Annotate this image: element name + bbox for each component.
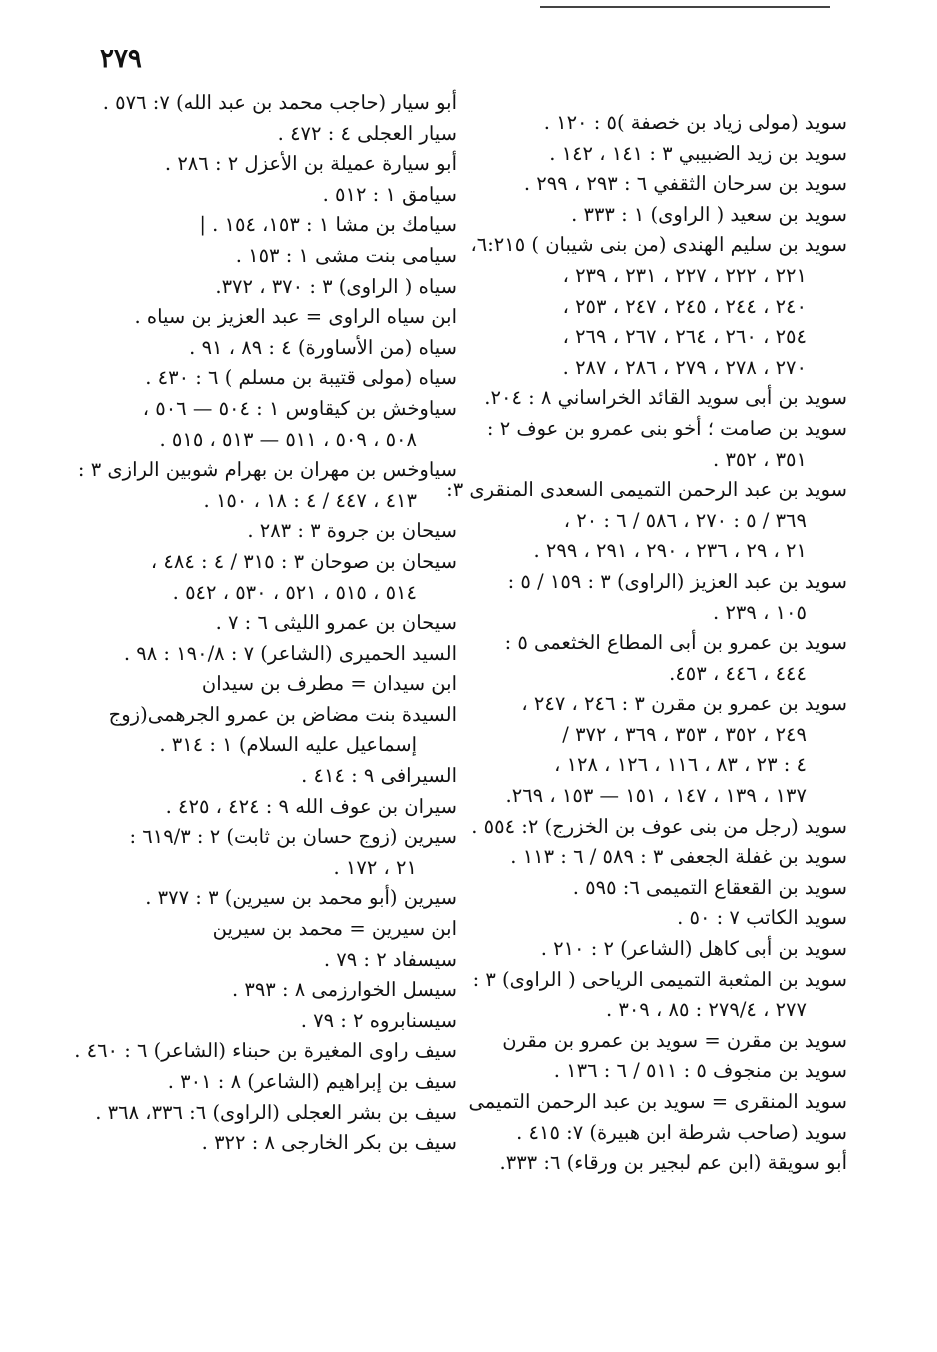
- entry-continuation-line: ٢٢١ ، ٢٢٢ ، ٢٢٧ ، ٢٣١ ، ٢٣٩ ،: [562, 263, 807, 287]
- entry-line: سويد بن أبى كاهل (الشاعر) ٢ : ٢١٠ .: [540, 937, 847, 961]
- entry-continuation-line: ٤٤٤ ، ٤٤٦ ، ٤٥٣.: [669, 661, 807, 685]
- entry-line: ابن سيدان = مطرف بن سيدان: [201, 672, 457, 696]
- entry-line: سياه (من الأساورة) ٤ : ٨٩ ، ٩١ .: [189, 335, 457, 359]
- entry-line: سويد بن صامت ؛ أخو بنى عمرو بن عوف ٢ :: [486, 416, 847, 440]
- index-entry: [486, 414, 847, 475]
- entry-line: سويد (مولى زياد بن خصفة )٥ : ١٢٠ .: [543, 111, 847, 134]
- entry-line: سيحان بن صوحان ٣ : ٣١٥ / ٤ : ٤٨٤ ،: [150, 549, 457, 573]
- entry-line: سويد بن عبد العزيز (الراوى) ٣ : ١٥٩ / ٥ :: [507, 569, 847, 593]
- entry-continuation-line: ٤١٣ ، ٤٤٧ / ٤ : ١٨ ، ١٥٠ .: [203, 488, 417, 512]
- entry-line: سويد بن المثعبة التميمى الرياحى ( الراوى) ٣ :: [472, 967, 847, 991]
- entry-line: سويد بن عمرو بن أبى المطاع الخثعمى ٥ :: [504, 631, 847, 655]
- entry-line: سويد بن سعيد ( الراوى) ١ : ٣٣٣ .: [571, 202, 847, 226]
- entry-line: السيدة بنت مضاض بن عمرو الجرهمى(زوج: [108, 702, 457, 726]
- entry-line: سيامق ١ : ٥١٢ .: [322, 182, 457, 206]
- index-entry: [497, 169, 847, 200]
- index-entry: [497, 1026, 847, 1057]
- index-entry: [72, 822, 457, 883]
- index-entry: [72, 1098, 457, 1129]
- entry-line: سيامى بنت مشى ١ : ١٥٣ .: [235, 243, 457, 267]
- entry-continuation-line: ٥٠٨ ، ٥٠٩ ، ٥١١ — ٥١٣ ، ٥١٥ .: [159, 427, 417, 451]
- entry-continuation-line: ٢٤٠ ، ٢٤٤ ، ٢٤٥ ، ٢٤٧ ، ٢٥٣ ،: [562, 294, 807, 318]
- entry-line: سيف بن إبراهيم (الشاعر) ٨ : ٣٠١ .: [167, 1070, 457, 1093]
- index-entry: [72, 945, 457, 976]
- index-entry: [72, 363, 457, 394]
- index-entry: [72, 669, 457, 700]
- entry-line: أبو سيارة عميلة بن الأعزل ٢ : ٢٨٦ .: [164, 152, 457, 176]
- entry-line: ابن سياه الراوى = عبد العزيز بن سياه .: [134, 305, 457, 329]
- entry-line: سويد بن القعقاع التميمى ٦: ٥٩٥ .: [572, 875, 847, 899]
- entry-continuation-line: ١٣٧ ، ١٣٩ ، ١٤٧ ، ١٥١ — ١٥٣ ، ٢٦٩.: [505, 784, 807, 808]
- entry-line: سيف بن بكر الخارجى ٨ : ٣٢٢ .: [201, 1131, 457, 1155]
- index-entry: [72, 547, 457, 608]
- entry-line: سويد بن زيد الضبيبي ٣ : ١٤١ ، ١٤٢ .: [549, 141, 847, 165]
- entry-line: أبو سويقة (ابن عم لبجير بن ورقاء) ٦: ٣٣٣.: [499, 1151, 847, 1175]
- entry-continuation-line: ٢٤٩ ، ٣٥٢ ، ٣٥٣ ، ٣٦٩ ، ٣٧٢ /: [562, 722, 807, 746]
- index-entry: [72, 149, 457, 180]
- entry-line: أبو سيار (حاجب محمد بن عبد الله) ٧: ٥٧٦ .: [102, 91, 457, 114]
- page-number: ٢٧٩: [100, 44, 142, 74]
- index-entry: [497, 1056, 847, 1087]
- entry-line: سويد بن عمرو بن مقرن ٣ : ٢٤٦ ، ٢٤٧ ،: [521, 692, 847, 716]
- entry-line: سيامك بن مشا ١ : ١٥٣، ١٥٤ . |: [199, 213, 457, 237]
- index-entry: [470, 230, 847, 383]
- entry-line: سيف بن بشر العجلى (الراوى) ٦: ٣٣٦، ٣٦٨ .: [95, 1100, 457, 1124]
- index-entry: [72, 883, 457, 914]
- entry-continuation-line: ٣٥١ ، ٣٥٢ .: [713, 447, 807, 471]
- index-entry: [72, 608, 457, 639]
- index-entry: [497, 628, 847, 689]
- entry-continuation-line: ٣٦٩ / ٥ : ٢٧٠ ، ٥٨٦ / ٦ : ٢٠ ،: [563, 508, 807, 532]
- index-column-right: [446, 108, 847, 1179]
- entry-line: سويد بن سليم الهندى (من بنى شيبان ) ٦:٢١٥،: [470, 233, 847, 257]
- index-entry: [72, 516, 457, 547]
- entry-continuation-line: ٢٥٤ ، ٢٦٠ ، ٢٦٤ ، ٢٦٧ ، ٢٦٩ ،: [562, 325, 807, 349]
- index-entry: [72, 792, 457, 823]
- entry-line: سويد (صاحب شرطة ابن هبيرة) ٧: ٤١٥ .: [516, 1120, 847, 1144]
- index-entry: [497, 842, 847, 873]
- entry-line: سويد بن سرحان الثقفي ٦ : ٢٩٣ ، ٢٩٩ .: [523, 172, 847, 196]
- entry-continuation-line: ٥١٤ ، ٥١٥ ، ٥٢١ ، ٥٣٠ ، ٥٤٢ .: [172, 580, 417, 604]
- index-entry: [72, 394, 457, 455]
- index-entry: [497, 873, 847, 904]
- entry-continuation-line: ٤ : ٢٣ ، ٨٣ ، ١١٦ ، ١٢٦ ، ١٢٨ ،: [554, 753, 807, 777]
- entry-continuation-line: ١٠٥ ، ٢٣٩ .: [713, 600, 807, 624]
- index-entry: [497, 934, 847, 965]
- entry-continuation-line: ٢٧٧ ، ٢٧٩/٤ : ٨٥ ، ٣٠٩ .: [605, 998, 807, 1022]
- index-entry: [72, 119, 457, 150]
- index-entry: [72, 1128, 457, 1159]
- entry-line: سيحان بن عمرو الليثى ٦ : ٧ .: [215, 611, 457, 635]
- entry-line: سيرين (زوج حسان بن ثابت) ٢ : ٦١٩/٣ :: [129, 825, 457, 849]
- index-entry: [468, 1087, 847, 1118]
- index-entry: [72, 761, 457, 792]
- entry-line: سويد بن غفلة الجعفى ٣ : ٥٨٩ / ٦ : ١١٣ .: [510, 845, 847, 869]
- index-entry: [497, 1118, 847, 1149]
- index-entry: [72, 210, 457, 241]
- index-entry: [72, 302, 457, 333]
- index-entry: [72, 1067, 457, 1098]
- entry-line: سيرين (أبو محمد بن سيرين) ٣ : ٣٧٧ .: [145, 886, 457, 910]
- index-entry: [471, 812, 847, 843]
- entry-line: سويد بن عبد الرحمن التميمى السعدى المنقرى ٣:: [446, 478, 847, 502]
- entry-line: ابن سيرين = محمد بن سيرين: [212, 917, 457, 941]
- entry-line: سيار العجلى ٤ : ٤٧٢ .: [277, 121, 457, 145]
- entry-line: سويد المنقرى = سويد بن عبد الرحمن التميمى: [468, 1090, 847, 1113]
- entry-line: سياوخس بن مهران بن بهرام شوبين الرازى ٣ :: [77, 458, 457, 482]
- entry-line: سيف راوى المغيرة بن حبناء (الشاعر) ٦ : ٤٦٠ .: [74, 1039, 457, 1063]
- entry-line: سياه ( الراوى) ٣ : ٣٧٠ ، ٣٧٢.: [215, 274, 457, 298]
- entry-line: السيرافى ٩ : ٤١٤ .: [301, 764, 457, 788]
- header-rule: [540, 6, 830, 8]
- index-entry: [497, 689, 847, 811]
- index-entry: [497, 1148, 847, 1179]
- index-entry: [72, 333, 457, 364]
- index-entry: [72, 975, 457, 1006]
- entry-line: سويد بن منجوف ٥ : ٥١١ / ٦ : ١٣٦ .: [553, 1059, 847, 1083]
- index-entry: [72, 1036, 457, 1067]
- entry-line: سيسنابروه ٢ : ٧٩ .: [300, 1008, 457, 1032]
- entry-continuation-line: ٢٧٠ ، ٢٧٨ ، ٢٧٩ ، ٢٨٦ ، ٢٨٧ .: [562, 355, 807, 379]
- index-entry: [484, 383, 847, 414]
- index-entry: [72, 455, 457, 516]
- entry-continuation-line: ٢١ ، ٢٩ ، ٢٣٦ ، ٢٩٠ ، ٢٩١ ، ٢٩٩ .: [533, 539, 807, 563]
- index-entry: [72, 639, 457, 670]
- index-column-left: [72, 88, 457, 1159]
- entry-line: سيران بن عوف الله ٩ : ٤٢٤ ، ٤٢٥ .: [165, 794, 457, 818]
- index-entry: [72, 1006, 457, 1037]
- index-entry: [497, 139, 847, 170]
- index-entry: [497, 200, 847, 231]
- entry-line: سياه (مولى قتيبة بن مسلم ) ٦ : ٤٣٠ .: [145, 366, 457, 390]
- index-entry: [497, 567, 847, 628]
- entry-line: سويد الكاتب ٧ : ٥٠ .: [677, 906, 847, 930]
- entry-continuation-line: ٢١ ، ١٧٢ .: [333, 855, 417, 879]
- entry-continuation-line: إسماعيل عليه السلام) ١ : ٣١٤ .: [159, 733, 417, 757]
- entry-line: سيحان بن جروة ٣ : ٢٨٣ .: [247, 519, 457, 543]
- index-entry: [497, 108, 847, 139]
- index-entry: [446, 475, 847, 567]
- index-entry: [72, 180, 457, 211]
- index-entry: [72, 88, 457, 119]
- entry-line: سيسل الخوارزمى ٨ : ٣٩٣ .: [231, 978, 457, 1002]
- index-entry: [72, 914, 457, 945]
- entry-line: سيسفاد ٢ : ٧٩ .: [323, 947, 457, 971]
- index-entry: [472, 965, 847, 1026]
- entry-line: سويد بن أبى سويد القائد الخراساني ٨ : ٢٠٤.: [484, 386, 847, 410]
- index-entry: [72, 272, 457, 303]
- index-entry: [72, 700, 457, 761]
- entry-line: السيد الحميرى (الشاعر) ٧ : ١٩٠/٨ : ٩٨ .: [123, 641, 457, 665]
- index-entry: [72, 241, 457, 272]
- entry-line: سويد بن مقرن = سويد بن عمرو بن مقرن: [502, 1028, 847, 1052]
- index-entry: [497, 903, 847, 934]
- entry-line: سويد (رجل من بنى عوف بن الخزرج) ٢: ٥٥٤ .: [471, 814, 847, 838]
- entry-line: سياوخش بن كيقاوس ١ : ٥٠٤ — ٥٠٦ ،: [142, 396, 457, 420]
